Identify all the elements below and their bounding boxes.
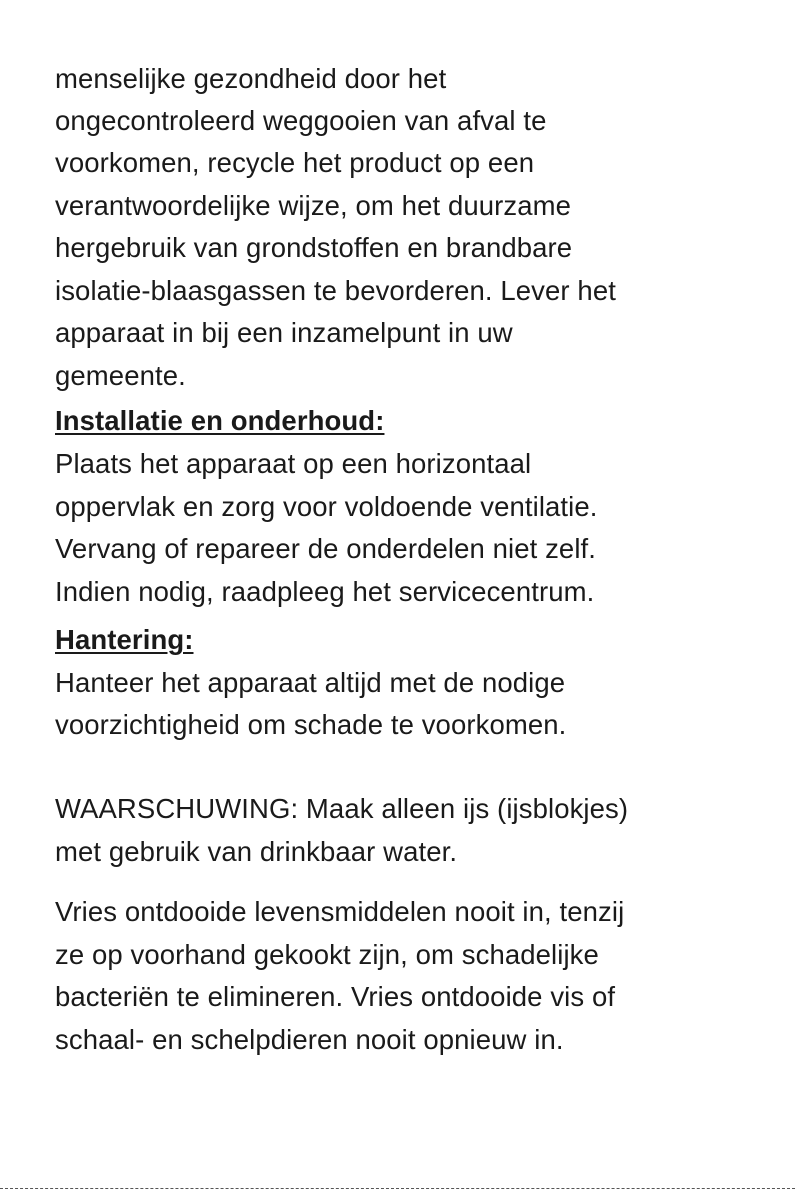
text-line: hergebruik van grondstoffen en brandbare (55, 232, 573, 263)
text-line: menselijke gezondheid door het (55, 63, 447, 94)
text-line: oppervlak en zorg voor voldoende ventilatie. (55, 491, 598, 522)
handling-heading: Hantering: (55, 624, 194, 655)
installation-heading: Installatie en onderhoud: (55, 405, 385, 436)
text-line: isolatie-blaasgassen te bevorderen. Lever het (55, 275, 616, 306)
text-line: verantwoordelijke wijze, om het duurzame (55, 190, 572, 221)
text-line: Indien nodig, raadpleeg het servicecentrum. (55, 576, 595, 607)
text-line: Vervang of repareer de onderdelen niet zelf. (55, 533, 597, 564)
warning-line: met gebruik van drinkbaar water. (55, 836, 458, 867)
warning-line: WAARSCHUWING: Maak alleen ijs (ijsblokjes) (55, 793, 629, 824)
text-line: Hanteer het apparaat altijd met de nodige (55, 667, 566, 698)
manual-page (55, 0, 775, 1191)
text-line: schaal- en schelpdieren nooit opnieuw in. (55, 1024, 564, 1055)
text-line: Vries ontdooide levensmiddelen nooit in, tenzij (55, 896, 625, 927)
text-line: bacteriën te elimineren. Vries ontdooide vis of (55, 981, 616, 1012)
text-line: ze op voorhand gekookt zijn, om schadelijke (55, 939, 599, 970)
page-bottom-border (0, 1188, 795, 1189)
text-line: voorzichtigheid om schade te voorkomen. (55, 709, 567, 740)
text-line: voorkomen, recycle het product op een (55, 147, 535, 178)
text-line: ongecontroleerd weggooien van afval te (55, 105, 547, 136)
text-line: apparaat in bij een inzamelpunt in uw (55, 317, 513, 348)
text-line: Plaats het apparaat op een horizontaal (55, 448, 532, 479)
text-line: gemeente. (55, 360, 186, 391)
